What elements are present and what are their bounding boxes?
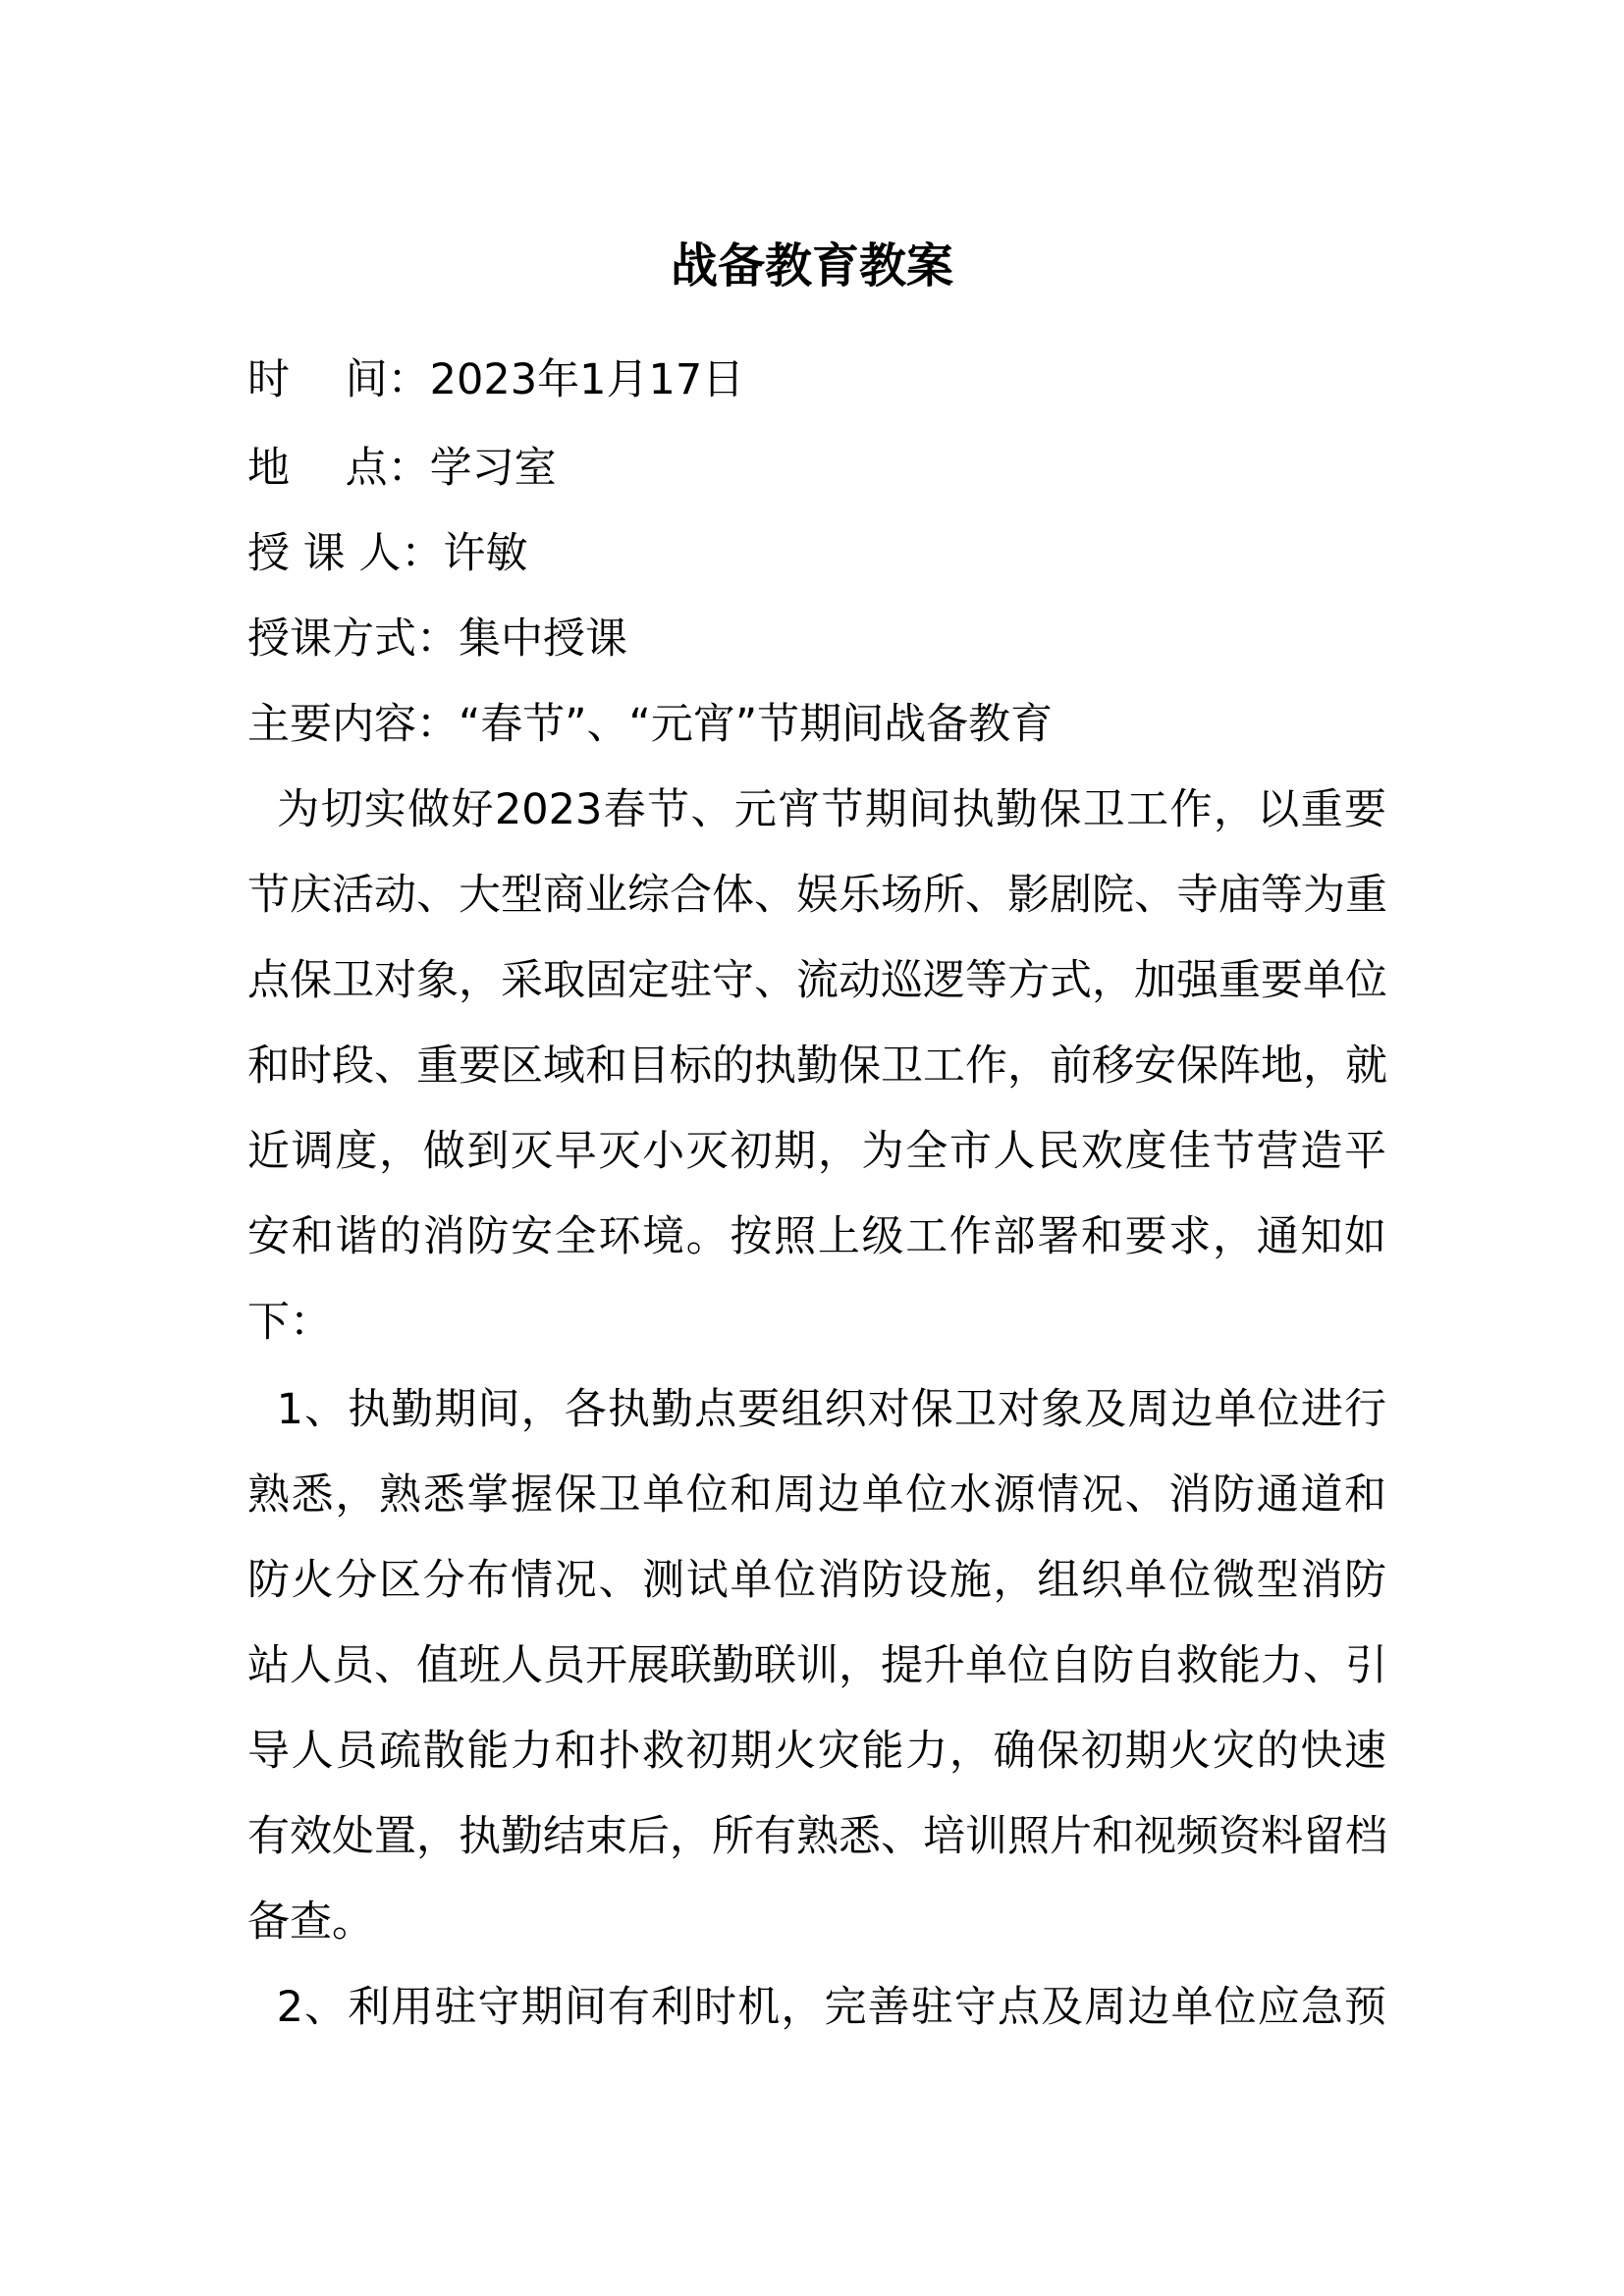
meta-label: 地 点： bbox=[247, 444, 430, 493]
intro-paragraph-line: 下： bbox=[247, 1298, 332, 1347]
meta-label: 主要内容： bbox=[247, 700, 459, 749]
intro-paragraph-line: 安和谐的消防安全环境。按照上级工作部署和要求，通知如 bbox=[247, 1212, 1386, 1261]
document-title: 战备教育教案 bbox=[670, 239, 953, 294]
item1-paragraph-line: 1、执勤期间，各执勤点要组织对保卫对象及周边单位进行 bbox=[247, 1385, 1386, 1434]
meta-value: 2023年1月17日 bbox=[429, 355, 745, 404]
intro-paragraph-line: 节庆活动、大型商业综合体、娱乐场所、影剧院、寺庙等为重 bbox=[247, 871, 1387, 920]
meta-value: 许敏 bbox=[443, 529, 528, 578]
item1-paragraph-line: 熟悉，熟悉掌握保卫单位和周边单位水源情况、消防通道和 bbox=[247, 1470, 1386, 1520]
meta-label: 时 间： bbox=[247, 355, 430, 404]
item1-paragraph-line: 备查。 bbox=[247, 1897, 374, 1947]
item2-paragraph-line: 2、利用驻守期间有利时机，完善驻守点及周边单位应急预 bbox=[247, 1983, 1386, 2032]
meta-row bbox=[247, 695, 1386, 754]
item1-paragraph-line: 站人员、值班人员开展联勤联训，提升单位自防自救能力、引 bbox=[247, 1641, 1387, 1690]
meta-value: 学习室 bbox=[429, 444, 557, 493]
intro-paragraph-line: 和时段、重要区域和目标的执勤保卫工作，前移安保阵地，就 bbox=[247, 1041, 1387, 1091]
intro-paragraph-line: 点保卫对象，采取固定驻守、流动巡逻等方式，加强重要单位 bbox=[247, 956, 1387, 1005]
item1-paragraph-line: 导人员疏散能力和扑救初期火灾能力，确保初期火灾的快速 bbox=[247, 1727, 1386, 1776]
intro-paragraph-line: 为切实做好2023春节、元宵节期间执勤保卫工作，以重要 bbox=[247, 785, 1386, 834]
item1-paragraph-line: 防火分区分布情况、测试单位消防设施，组织单位微型消防 bbox=[247, 1556, 1386, 1605]
item1-paragraph-line: 有效处置，执勤结束后，所有熟悉、培训照片和视频资料留档 bbox=[247, 1812, 1387, 1861]
meta-row bbox=[247, 439, 1386, 498]
meta-label: 授 课 人： bbox=[247, 529, 444, 578]
intro-paragraph-line: 近调度，做到灭早灭小灭初期，为全市人民欢度佳节营造平 bbox=[247, 1127, 1386, 1176]
meta-row bbox=[247, 350, 1386, 409]
meta-row bbox=[247, 610, 1386, 668]
meta-label: 授课方式： bbox=[247, 614, 459, 664]
meta-row bbox=[247, 524, 1386, 583]
meta-value: 集中授课 bbox=[459, 614, 627, 664]
meta-value: “春节”、“元宵”节期间战备教育 bbox=[459, 700, 1054, 749]
